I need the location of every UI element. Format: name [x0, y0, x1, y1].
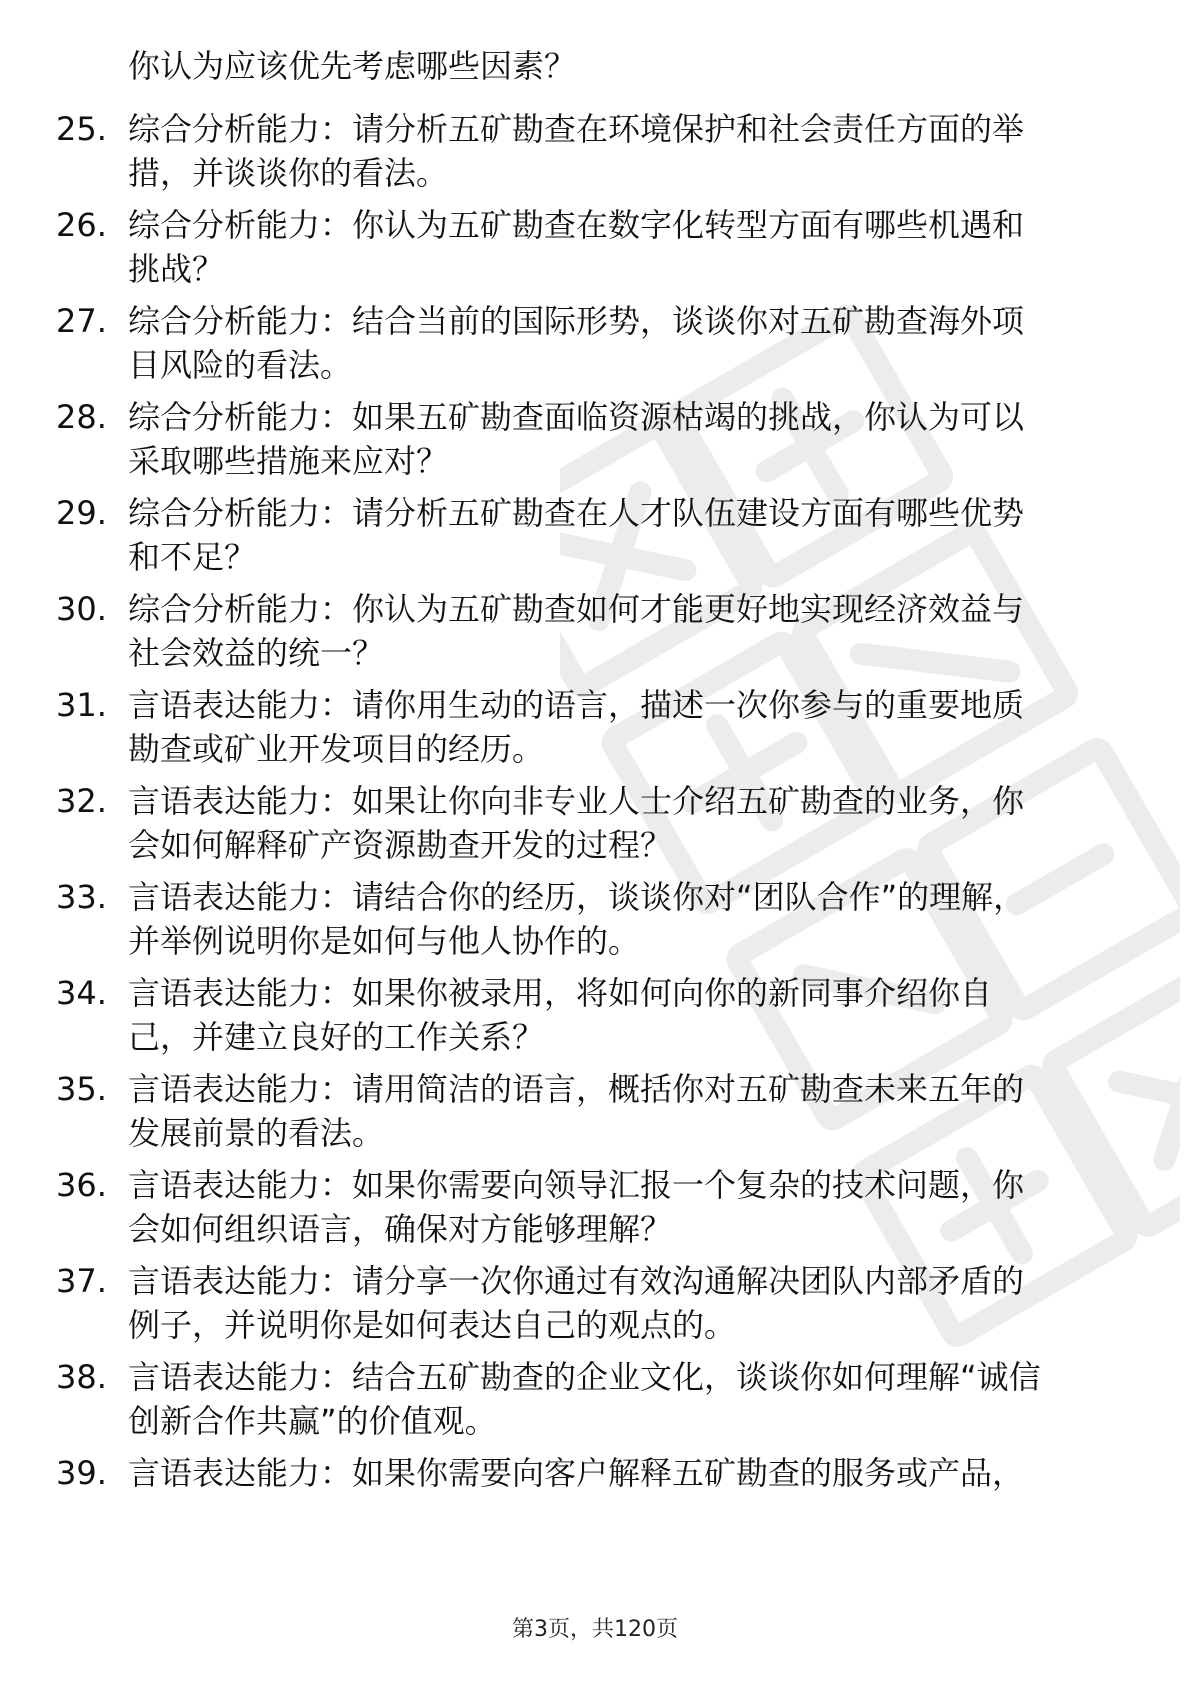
- item-line: 并举例说明你是如何与他人协作的。: [128, 922, 641, 960]
- item-line: 综合分析能力：如果五矿勘查面临资源枯竭的挑战，你认为可以: [128, 398, 1025, 436]
- item-number: 37.: [56, 1262, 107, 1300]
- item-line: 言语表达能力：如果你被录用，将如何向你的新同事介绍你自: [128, 974, 993, 1012]
- list-item: [0, 683, 1190, 779]
- list-item: [0, 1163, 1190, 1259]
- item-line: 言语表达能力：如果你需要向客户解释五矿勘查的服务或产品，: [128, 1454, 1025, 1492]
- item-number: 27.: [56, 302, 107, 340]
- item-text: [128, 203, 1128, 291]
- list-item: [0, 299, 1190, 395]
- item-line: 目风险的看法。: [128, 346, 353, 384]
- item-number: 33.: [56, 878, 107, 916]
- item-line: 采取哪些措施来应对？: [128, 442, 449, 480]
- page-footer: 第3页，共120页: [512, 1617, 678, 1642]
- item-line: 言语表达能力：如果让你向非专业人士介绍五矿勘查的业务，你: [128, 782, 1025, 820]
- item-number: 28.: [56, 398, 107, 436]
- item-text: [128, 875, 1128, 963]
- list-item: [0, 1259, 1190, 1355]
- list-item: [0, 1451, 1190, 1547]
- item-text: [128, 587, 1128, 675]
- item-number: 35.: [56, 1070, 107, 1108]
- continuation-line: 你认为应该优先考虑哪些因素？: [128, 47, 577, 85]
- item-number: 34.: [56, 974, 107, 1012]
- list-item: [0, 875, 1190, 971]
- item-line: 综合分析能力：结合当前的国际形势，谈谈你对五矿勘查海外项: [128, 302, 1025, 340]
- item-line: 综合分析能力：你认为五矿勘查如何才能更好地实现经济效益与: [128, 590, 1025, 628]
- item-number: 32.: [56, 782, 107, 820]
- item-number: 36.: [56, 1166, 107, 1204]
- item-line: [128, 1495, 1128, 1539]
- list-item: [0, 203, 1190, 299]
- item-line: 言语表达能力：如果你需要向领导汇报一个复杂的技术问题，你: [128, 1166, 1025, 1204]
- item-text: [128, 395, 1128, 483]
- item-text: [128, 1355, 1128, 1443]
- item-text: [128, 1067, 1128, 1155]
- item-text: [128, 107, 1128, 195]
- list-item: [0, 395, 1190, 491]
- item-number: 38.: [56, 1358, 107, 1396]
- item-number: 30.: [56, 590, 107, 628]
- item-line: 言语表达能力：请你用生动的语言，描述一次你参与的重要地质: [128, 686, 1025, 724]
- item-line: 发展前景的看法。: [128, 1114, 385, 1152]
- item-text: [128, 779, 1128, 867]
- item-number: 39.: [56, 1454, 107, 1492]
- list-item: [0, 107, 1190, 203]
- item-line: 创新合作共赢”的价值观。: [128, 1402, 497, 1440]
- item-line: 言语表达能力：请分享一次你通过有效沟通解决团队内部矛盾的: [128, 1262, 1025, 1300]
- item-line: 综合分析能力：请分析五矿勘查在人才队伍建设方面有哪些优势: [128, 494, 1025, 532]
- item-line: 措，并谈谈你的看法。: [128, 154, 449, 192]
- list-item: [0, 1355, 1190, 1451]
- item-line: 会如何组织语言，确保对方能够理解？: [128, 1210, 673, 1248]
- item-text: [128, 971, 1128, 1059]
- item-number: 25.: [56, 110, 107, 148]
- item-text: [128, 683, 1128, 771]
- list-item: [0, 491, 1190, 587]
- item-line: 社会效益的统一？: [128, 634, 385, 672]
- list-item: [0, 587, 1190, 683]
- item-line: 例子，并说明你是如何表达自己的观点的。: [128, 1306, 737, 1344]
- item-line: 挑战？: [128, 250, 225, 288]
- item-number: 26.: [56, 206, 107, 244]
- item-text: [128, 299, 1128, 387]
- item-line: 言语表达能力：请用简洁的语言，概括你对五矿勘查未来五年的: [128, 1070, 1025, 1108]
- item-text: [128, 1451, 1128, 1539]
- item-text: [128, 1163, 1128, 1251]
- item-number: 29.: [56, 494, 107, 532]
- item-number: 31.: [56, 686, 107, 724]
- item-line: 言语表达能力：结合五矿勘查的企业文化，谈谈你如何理解“诚信: [128, 1358, 1041, 1396]
- list-item: [0, 971, 1190, 1067]
- item-line: 会如何解释矿产资源勘查开发的过程？: [128, 826, 673, 864]
- item-line: 综合分析能力：你认为五矿勘查在数字化转型方面有哪些机遇和: [128, 206, 1025, 244]
- item-text: [128, 1259, 1128, 1347]
- item-line: 综合分析能力：请分析五矿勘查在环境保护和社会责任方面的举: [128, 110, 1025, 148]
- item-line: 言语表达能力：请结合你的经历，谈谈你对“团队合作”的理解，: [128, 878, 1026, 916]
- item-line: 己，并建立良好的工作关系？: [128, 1018, 545, 1056]
- item-line: 勘查或矿业开发项目的经历。: [128, 730, 545, 768]
- list-item: [0, 779, 1190, 875]
- list-item: [0, 1067, 1190, 1163]
- item-line: 和不足？: [128, 538, 257, 576]
- item-text: [128, 491, 1128, 579]
